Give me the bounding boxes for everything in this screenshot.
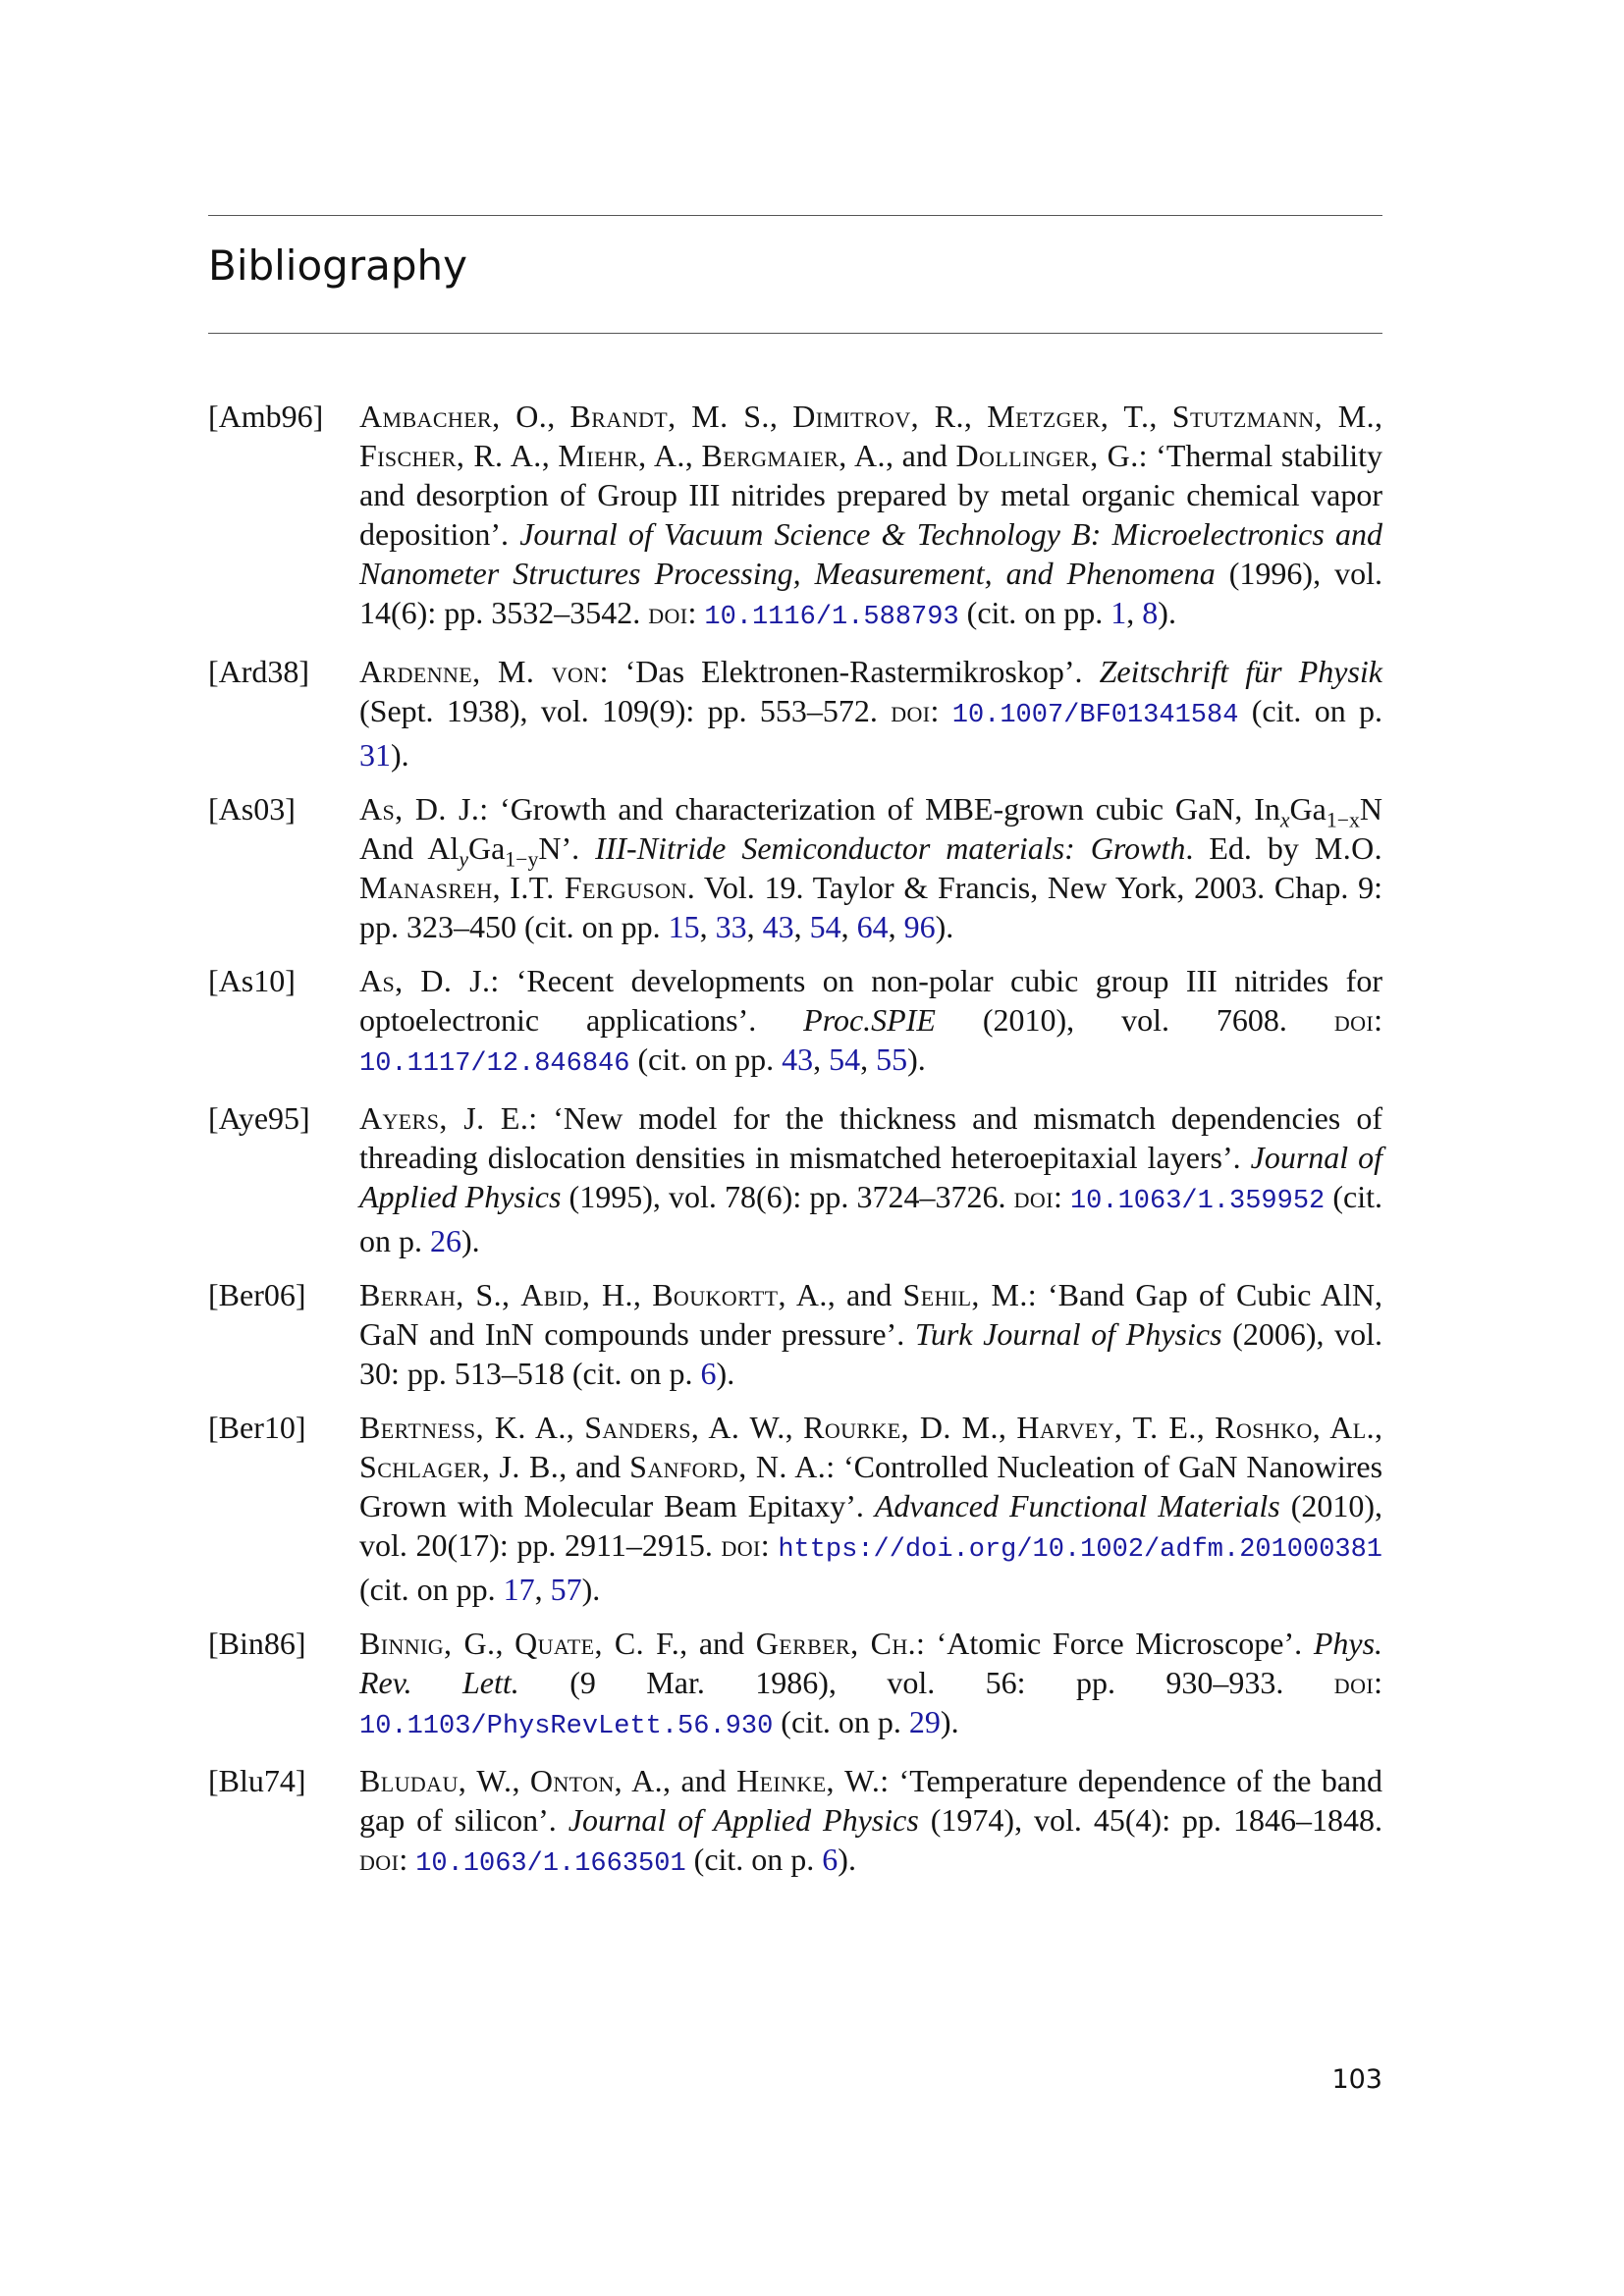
page-citation-link[interactable]: 31 xyxy=(359,737,391,773)
citation-text: (cit. on p. xyxy=(685,1842,823,1877)
citation-text: ). xyxy=(1158,595,1176,630)
citation-text: (2010), vol. 7608. xyxy=(935,1002,1334,1038)
bib-key: [Bin86] xyxy=(208,1626,306,1661)
doi-link[interactable]: https://doi.org/10.1002/adfm.201000381 xyxy=(778,1535,1383,1565)
citation-text: , and xyxy=(885,438,956,473)
citation-text: , xyxy=(541,438,559,473)
bib-key: [As10] xyxy=(208,963,296,998)
citation-text: N’. xyxy=(538,830,596,866)
page-citation-link[interactable]: 54 xyxy=(809,909,841,944)
author-name: Miehr, A. xyxy=(558,438,685,473)
citation-text: , xyxy=(512,1763,530,1798)
author-name: Gerber, Ch. xyxy=(755,1626,917,1661)
author-name: Boukortt, A. xyxy=(652,1277,828,1312)
author-name: Bludau, W. xyxy=(359,1763,513,1798)
citation-text: , xyxy=(632,1277,653,1312)
bib-entry xyxy=(208,1624,1382,1746)
citation-text: (cit. on p. xyxy=(1238,693,1383,728)
bib-entry xyxy=(208,397,1382,637)
citation-text: , xyxy=(888,909,904,944)
bib-entry xyxy=(208,1098,1382,1260)
author-name: Binnig, G. xyxy=(359,1626,496,1661)
citation-text: ). xyxy=(461,1223,480,1258)
citation-text: , xyxy=(684,438,702,473)
citation-text: , xyxy=(1149,399,1172,434)
journal-title: Advanced Functional Materials xyxy=(874,1488,1280,1523)
bib-body xyxy=(359,961,1382,1084)
bib-key: [Ard38] xyxy=(208,654,310,689)
citation-text: : xyxy=(930,693,952,728)
page-number: 103 xyxy=(1331,2064,1382,2095)
citation-text: . Vol. 19. Taylor & Francis, New York, 2003. Chap. 9: pp. 323–450 (cit. on pp. xyxy=(359,870,1383,944)
author-name: Bertness, K. A. xyxy=(359,1410,567,1445)
page-citation-link[interactable]: 6 xyxy=(822,1842,839,1877)
author-name: Sehil, M. xyxy=(902,1277,1028,1312)
page-citation-link[interactable]: 29 xyxy=(908,1704,941,1739)
author-name: As, D. J. xyxy=(359,963,491,998)
citation-text: , xyxy=(1126,595,1143,630)
citation-text: , and xyxy=(679,1626,756,1661)
bib-key: [Blu74] xyxy=(208,1763,306,1798)
bib-key: [Ber06] xyxy=(208,1277,306,1312)
page-citation-link[interactable]: 55 xyxy=(876,1041,908,1077)
bib-entry xyxy=(208,1275,1382,1393)
citation-text: , xyxy=(502,1277,521,1312)
author-name: Quate, C. F. xyxy=(514,1626,680,1661)
author-name: Dimitrov, R. xyxy=(792,399,964,434)
citation-text: : ‘Recent developments on non-polar cubic group III nitrides for optoelectronic applications’. xyxy=(359,963,1382,1038)
citation-text: , xyxy=(547,399,570,434)
author-name: Fischer, R. A. xyxy=(359,438,542,473)
citation-text: , xyxy=(840,909,857,944)
page-citation-link[interactable]: 57 xyxy=(550,1572,582,1607)
citation-text: , xyxy=(699,909,716,944)
header-rule-top xyxy=(208,215,1382,216)
doi-link[interactable]: 10.1063/1.359952 xyxy=(1069,1187,1326,1216)
bib-body xyxy=(359,397,1382,637)
page-citation-link[interactable]: 15 xyxy=(668,909,700,944)
page-citation-link[interactable]: 64 xyxy=(856,909,889,944)
citation-text: , xyxy=(860,1041,877,1077)
author-name: I.T. Ferguson xyxy=(510,870,687,905)
citation-text: , xyxy=(793,909,810,944)
citation-text: (cit. on pp. xyxy=(958,595,1111,630)
author-name: Schlager, J. B. xyxy=(359,1449,560,1484)
author-name: Ayers, J. E. xyxy=(359,1100,529,1136)
author-name: Ambacher, O. xyxy=(359,399,548,434)
bib-key: [Amb96] xyxy=(208,399,324,434)
doi-link[interactable]: 10.1103/PhysRevLett.56.930 xyxy=(359,1712,774,1741)
citation-text: , xyxy=(1196,1410,1216,1445)
author-name: Berrah, S. xyxy=(359,1277,502,1312)
author-name: Sanford, N. A. xyxy=(629,1449,827,1484)
citation-text: (1974), vol. 45(4): pp. 1846–1848. xyxy=(918,1802,1383,1838)
author-name: Dollinger, G. xyxy=(955,438,1139,473)
author-name: doi xyxy=(891,693,931,728)
citation-text: ). xyxy=(391,737,409,773)
journal-title: Journal of Applied Physics xyxy=(568,1802,919,1838)
journal-title: Journal of Applied Physics xyxy=(359,1140,1383,1214)
citation-text: (cit. on p. xyxy=(773,1704,909,1739)
citation-text: (cit. on p. xyxy=(359,1179,1383,1258)
citation-text: : ‘Band Gap of Cubic AlN, GaN and InN compounds under pressure’. xyxy=(359,1277,1383,1352)
author-name: Bergmaier, A. xyxy=(701,438,886,473)
bib-key: [Aye95] xyxy=(208,1100,310,1136)
citation-text: , and xyxy=(663,1763,737,1798)
author-name: M.O. Manasreh xyxy=(359,830,1383,905)
author-name: doi xyxy=(1333,1002,1375,1038)
doi-link[interactable]: 10.1116/1.588793 xyxy=(704,603,959,632)
citation-text: : ‘Atomic Force Microscope’. xyxy=(916,1626,1314,1661)
page-citation-link[interactable]: 33 xyxy=(715,909,747,944)
author-name: doi xyxy=(359,1842,400,1877)
header-rule-bottom xyxy=(208,333,1382,334)
citation-text: : ‘Controlled Nucleation of GaN Nanowires Grown with Molecular Beam Epitaxy’. xyxy=(359,1449,1383,1523)
bib-entry xyxy=(208,1408,1382,1609)
citation-text: : xyxy=(687,595,705,630)
bib-key: [Ber10] xyxy=(208,1410,306,1445)
journal-title: Turk Journal of Physics xyxy=(914,1316,1222,1352)
citation-text: (1995), vol. 78(6): pp. 3724–3726. xyxy=(561,1179,1014,1214)
subscript: y xyxy=(459,847,468,872)
citation-text: N And Al xyxy=(359,791,1382,866)
page-citation-link[interactable]: 8 xyxy=(1142,595,1159,630)
page-citation-link[interactable]: 1 xyxy=(1110,595,1127,630)
citation-text: (9 Mar. 1986), vol. 56: pp. 930–933. xyxy=(518,1665,1334,1700)
author-name: Onton, A. xyxy=(529,1763,664,1798)
bib-body xyxy=(359,1761,1382,1884)
subscript: 1−y xyxy=(505,847,539,872)
author-name: Brandt, M. S. xyxy=(569,399,770,434)
page-citation-link[interactable]: 54 xyxy=(829,1041,861,1077)
citation-text: : ‘Growth and characterization of MBE-grown cubic GaN, In xyxy=(479,791,1280,827)
citation-text: : xyxy=(399,1842,416,1877)
bib-body xyxy=(359,652,1382,774)
citation-text: ). xyxy=(581,1572,601,1607)
citation-text: , xyxy=(769,399,793,434)
citation-text: : ‘Das Elektronen-Rastermikroskop’. xyxy=(599,654,1100,689)
author-name: Stutzmann, M. xyxy=(1171,399,1376,434)
citation-text: , xyxy=(492,870,511,905)
subscript: 1−x xyxy=(1326,808,1360,832)
citation-text: ). xyxy=(940,1704,959,1739)
citation-text: , xyxy=(813,1041,830,1077)
citation-text: ). xyxy=(716,1356,735,1391)
subscript: x xyxy=(1279,808,1290,832)
bib-key: [As03] xyxy=(208,791,296,827)
doi-link[interactable]: 10.1007/BF01341584 xyxy=(951,701,1239,730)
citation-text: (Sept. 1938), vol. 109(9): pp. 553–572. xyxy=(359,693,892,728)
bib-entry xyxy=(208,789,1382,946)
citation-text: , xyxy=(998,1410,1017,1445)
citation-text: : xyxy=(1053,1179,1070,1214)
author-name: doi xyxy=(721,1527,761,1563)
citation-text: , xyxy=(1375,399,1383,434)
author-name: Heinke, W. xyxy=(736,1763,881,1798)
author-name: doi xyxy=(1013,1179,1054,1214)
citation-text: ). xyxy=(907,1041,926,1077)
bib-body xyxy=(359,789,1382,946)
citation-text: (2010), vol. 20(17): pp. 2911–2915. xyxy=(359,1488,1383,1563)
page-citation-link[interactable]: 6 xyxy=(700,1356,717,1391)
author-name: doi xyxy=(1333,1665,1375,1700)
citation-text: ). xyxy=(935,909,954,944)
journal-title: Zeitschrift für Physik xyxy=(1099,654,1382,689)
citation-text: , and xyxy=(559,1449,630,1484)
citation-text: , and xyxy=(827,1277,903,1312)
citation-text: Ga xyxy=(1289,791,1326,827)
citation-text: , xyxy=(566,1410,585,1445)
citation-text: : xyxy=(760,1527,779,1563)
citation-text: , xyxy=(746,909,763,944)
citation-text: : ‘Thermal stability and desorption of Group III nitrides prepared by metal organic chemical vapor deposition’. xyxy=(359,438,1383,552)
citation-text: : xyxy=(1374,1002,1383,1038)
journal-title: Proc.SPIE xyxy=(803,1002,936,1038)
citation-text: (cit. on pp. xyxy=(629,1041,783,1077)
citation-text: (1996), vol. 14(6): pp. 3532–3542. xyxy=(359,556,1383,630)
citation-text: , xyxy=(495,1626,515,1661)
page-citation-link[interactable]: 43 xyxy=(782,1041,814,1077)
page-citation-link[interactable]: 26 xyxy=(430,1223,461,1258)
bib-body xyxy=(359,1098,1382,1260)
citation-text: : ‘New model for the thickness and mismatch dependencies of threading dislocation densities in mismatched heteroepitaxial layers’. xyxy=(359,1100,1382,1175)
citation-text: (2006), vol. 30: pp. 513–518 (cit. on p. xyxy=(359,1316,1383,1391)
journal-title: Phys. Rev. Lett. xyxy=(359,1626,1383,1700)
bib-body xyxy=(359,1624,1382,1746)
author-name: Metzger, T. xyxy=(987,399,1150,434)
author-name: Sanders, A. W. xyxy=(584,1410,785,1445)
author-name: Ardenne, M. von xyxy=(359,654,600,689)
author-name: Harvey, T. E. xyxy=(1016,1410,1197,1445)
page-citation-link[interactable]: 17 xyxy=(503,1572,535,1607)
bib-body xyxy=(359,1408,1382,1609)
author-name: Rourke, D. M. xyxy=(803,1410,999,1445)
page-citation-link[interactable]: 96 xyxy=(903,909,936,944)
doi-link[interactable]: 10.1063/1.1663501 xyxy=(415,1849,686,1879)
bib-body xyxy=(359,1275,1382,1393)
chapter-title: Bibliography xyxy=(208,241,467,290)
citation-text: (cit. on pp. xyxy=(359,1572,504,1607)
citation-text: . Ed. by xyxy=(1185,830,1315,866)
journal-title: Journal of Vacuum Science & Technology B: Microelectronics and Nanometer Structures Processing, Measurement, and Phenomena xyxy=(359,516,1383,591)
citation-text: , xyxy=(785,1410,804,1445)
doi-link[interactable]: 10.1117/12.846846 xyxy=(359,1049,630,1079)
bib-entry xyxy=(208,1761,1382,1884)
citation-text: , xyxy=(534,1572,551,1607)
citation-text: , xyxy=(963,399,988,434)
citation-text: , xyxy=(1375,1410,1383,1445)
citation-text: : xyxy=(1374,1665,1382,1700)
journal-title: III-Nitride Semiconductor materials: Growth xyxy=(595,830,1186,866)
bib-entry xyxy=(208,961,1382,1084)
citation-text: Ga xyxy=(467,830,506,866)
bibliography-list xyxy=(208,397,1382,1898)
author-name: doi xyxy=(648,595,688,630)
page-citation-link[interactable]: 43 xyxy=(762,909,794,944)
citation-text: ). xyxy=(838,1842,856,1877)
citation-text: : ‘Temperature dependence of the band gap of silicon’. xyxy=(359,1763,1383,1838)
author-name: As, D. J. xyxy=(359,791,480,827)
bib-entry xyxy=(208,652,1382,774)
author-name: Abid, H. xyxy=(520,1277,633,1312)
author-name: Roshko, Al. xyxy=(1215,1410,1376,1445)
